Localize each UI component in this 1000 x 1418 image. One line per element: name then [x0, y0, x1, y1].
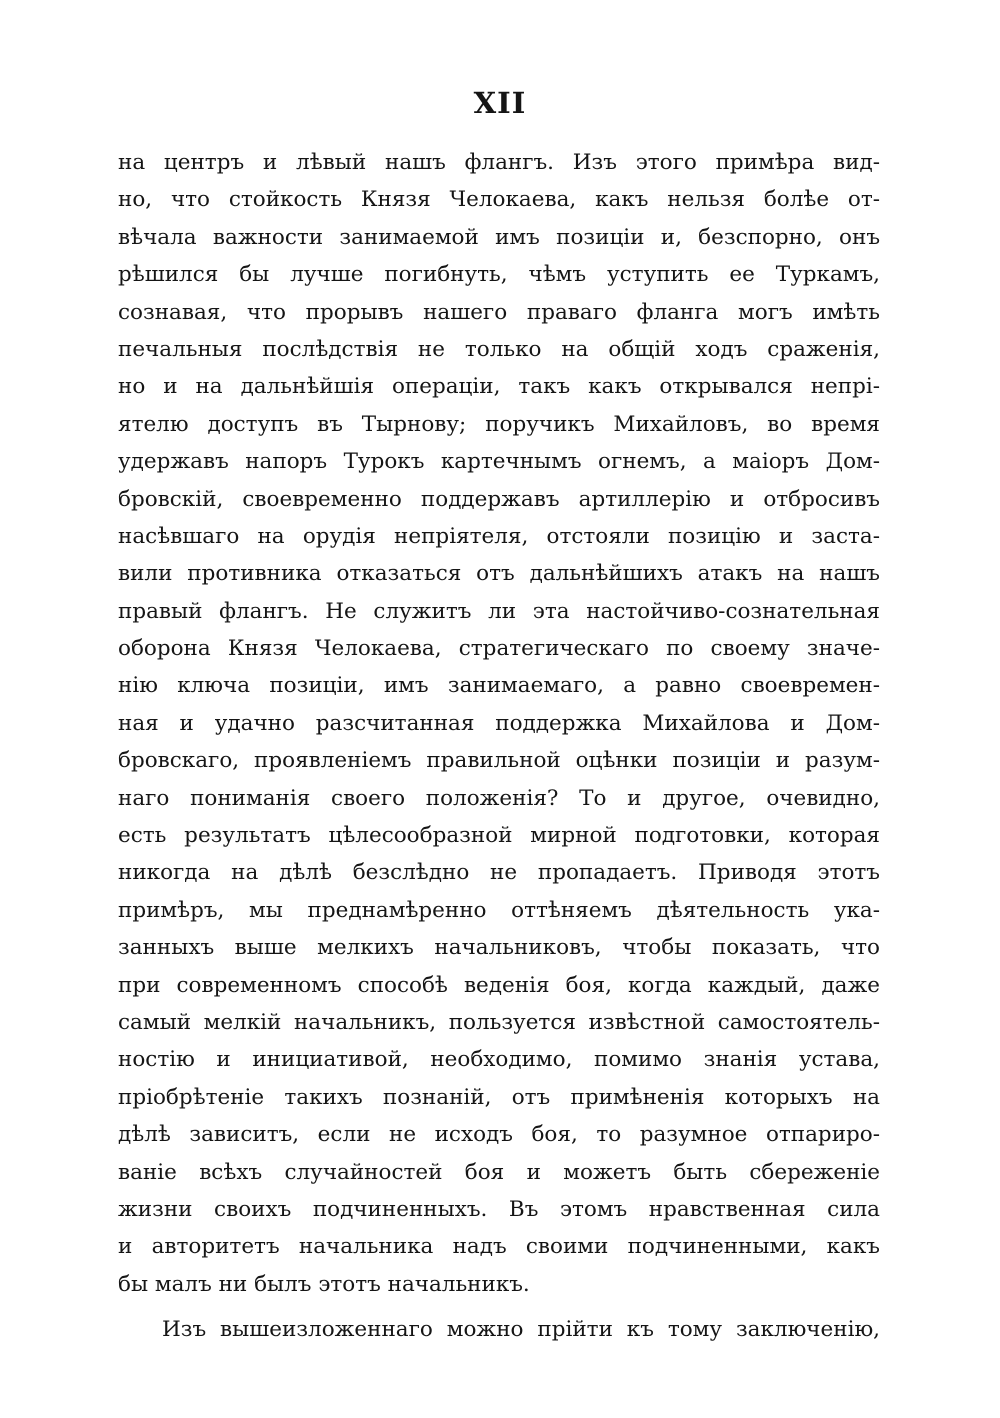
text-line: удержавъ напоръ Турокъ картечнымъ огнемъ, а маіоръ Дом-: [118, 449, 880, 475]
text-line: дѣлѣ зависитъ, если не исходъ боя, то разумное отпариро-: [118, 1122, 880, 1148]
text-line: самый мелкій начальникъ, пользуется извѣстной самостоятель-: [118, 1009, 880, 1035]
text-line: вили противника отказаться отъ дальнѣйшихъ атакъ на нашъ: [118, 561, 880, 587]
text-line: но и на дальнѣйшія операціи, такъ какъ открывался непрі-: [118, 374, 880, 400]
text-line: ваніе всѣхъ случайностей боя и можетъ быть сбереженіе: [118, 1159, 880, 1185]
text-line: нію ключа позиціи, имъ занимаемаго, а равно своевремен-: [118, 673, 880, 699]
text-line: бы малъ ни былъ этотъ начальникъ.: [118, 1271, 530, 1297]
paragraph: [118, 144, 880, 1303]
text-line: жизни своихъ подчиненныхъ. Въ этомъ нравственная сила: [118, 1196, 880, 1222]
text-line: сознавая, что прорывъ нашего праваго фланга могъ имѣть: [118, 299, 880, 325]
text-line: рѣшился бы лучше погибнуть, чѣмъ уступить ее Туркамъ,: [118, 262, 880, 288]
text-line: наго пониманія своего положенія? То и другое, очевидно,: [118, 785, 880, 811]
paragraph: [118, 1311, 880, 1348]
text-line: бровскаго, проявленіемъ правильной оцѣнки позиціи и разум-: [118, 748, 880, 774]
text-line: и авторитетъ начальника надъ своими подчиненными, какъ: [118, 1234, 880, 1260]
text-line: но, что стойкость Князя Челокаева, какъ нельзя болѣе от-: [118, 187, 880, 213]
body-text: [118, 144, 880, 1349]
text-line: примѣръ, мы преднамѣренно оттѣняемъ дѣятельность ука-: [118, 897, 880, 923]
text-line: печальныя послѣдствія не только на общій ходъ сраженія,: [118, 336, 880, 362]
text-line: ностію и инициативой, необходимо, помимо знанія устава,: [118, 1047, 880, 1073]
text-line: при современномъ способѣ веденія боя, когда каждый, даже: [118, 972, 880, 998]
text-line: правый флангъ. Не служитъ ли эта настойчиво-сознательная: [118, 598, 880, 624]
text-line: Изъ вышеизложеннаго можно прійти къ тому заключенію,: [162, 1317, 880, 1343]
text-line: вѣчала важности занимаемой имъ позиціи и, безспорно, онъ: [118, 224, 880, 250]
text-line: ная и удачно разсчитанная поддержка Михайлова и Дом-: [118, 710, 880, 736]
text-line: бровскій, своевременно поддержавъ артиллерію и отбросивъ: [118, 486, 880, 512]
text-line: ятелю доступъ въ Тырнову; поручикъ Михайловъ, во время: [118, 411, 880, 437]
text-line: пріобрѣтеніе такихъ познаній, отъ примѣненія которыхъ на: [118, 1084, 880, 1110]
text-line: оборона Князя Челокаева, стратегическаго по своему значе-: [118, 636, 880, 662]
paragraph-gap: [118, 1303, 880, 1311]
text-line: на центръ и лѣвый нашъ флангъ. Изъ этого примѣра вид-: [118, 150, 880, 175]
text-line: занныхъ выше мелкихъ начальниковъ, чтобы показать, что: [118, 935, 880, 961]
text-line: есть результатъ цѣлесообразной мирной подготовки, которая: [118, 823, 880, 849]
page-number: XII: [473, 86, 527, 120]
text-line: насѣвшаго на орудія непріятеля, отстояли позицію и заста-: [118, 523, 880, 549]
text-line: никогда на дѣлѣ безслѣдно не пропадаетъ. Приводя этотъ: [118, 860, 880, 886]
